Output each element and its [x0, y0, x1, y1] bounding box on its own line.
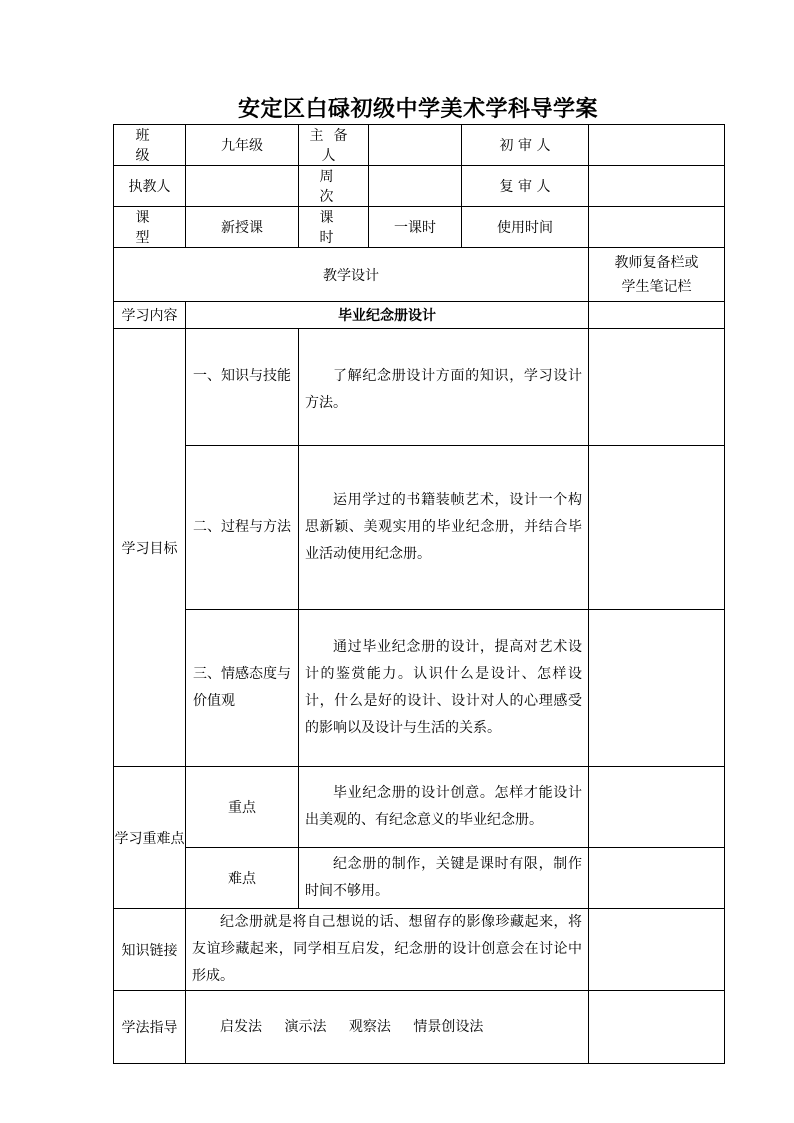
- objective-text: 运用学过的书籍装帧艺术，设计一个构思新颖、美观实用的毕业纪念册，并结合毕业活动使用纪念册。: [299, 446, 589, 610]
- notes-label-line-2: 学生笔记栏: [621, 278, 692, 295]
- method-guidance-label: 学法指导: [114, 991, 186, 1064]
- focus-text: 毕业纪念册的设计创意。怎样才能设计出美观的、有纪念意义的毕业纪念册。: [299, 767, 589, 848]
- notes-cell: [589, 909, 725, 991]
- objective-name: 一、知识与技能: [186, 329, 299, 446]
- first-reviewer-label: 初 审 人: [462, 125, 589, 166]
- period-label: 课 时: [299, 207, 369, 248]
- notes-cell: [589, 446, 725, 610]
- knowledge-link-label: 知识链接: [114, 909, 186, 991]
- week-label: 周 次: [299, 166, 369, 207]
- lesson-plan-table: [113, 124, 725, 1064]
- learning-content-value: 毕业纪念册设计: [186, 302, 589, 329]
- second-reviewer-value: [589, 166, 725, 207]
- focus-label: 重点: [186, 767, 299, 848]
- objective-text: 了解纪念册设计方面的知识，学习设计方法。: [299, 329, 589, 446]
- lesson-type-label: 课 型: [114, 207, 186, 248]
- teacher-value: [186, 166, 299, 207]
- first-reviewer-value: [589, 125, 725, 166]
- notes-column-header: [589, 248, 725, 302]
- learning-content-label: 学习内容: [114, 302, 186, 329]
- notes-cell: [589, 767, 725, 848]
- objective-name: 二、过程与方法: [186, 446, 299, 610]
- notes-cell: [589, 610, 725, 767]
- chief-preparer-value: [369, 125, 462, 166]
- objective-name: 三、情感态度与价值观: [186, 610, 299, 767]
- notes-label-line-1: 教师复备栏或: [614, 254, 699, 271]
- objective-text: 通过毕业纪念册的设计，提高对艺术设计的鉴赏能力。认识什么是设计、怎样设计，什么是好的设计、设计对人的心理感受的影响以及设计与生活的关系。: [299, 610, 589, 767]
- difficulty-label: 难点: [186, 848, 299, 909]
- class-label: 班 级: [114, 125, 186, 166]
- document-title: 安定区白碌初级中学美术学科导学案: [237, 96, 598, 122]
- chief-preparer-label: 主备人: [299, 125, 369, 166]
- teaching-design-label: 教学设计: [114, 248, 589, 302]
- week-value: [369, 166, 462, 207]
- knowledge-link-text: 纪念册就是将自己想说的话、想留存的影像珍藏起来，将友谊珍藏起来，同学相互启发，纪念册的设计创意会在讨论中形成。: [186, 909, 589, 991]
- use-time-value: [589, 207, 725, 248]
- notes-cell: [589, 329, 725, 446]
- second-reviewer-label: 复 审 人: [462, 166, 589, 207]
- key-difficult-points-label: 学习重难点: [114, 767, 186, 909]
- difficulty-text: 纪念册的制作，关键是课时有限，制作时间不够用。: [299, 848, 589, 909]
- method-guidance-text: 启发法 演示法 观察法 情景创设法: [186, 991, 589, 1064]
- notes-cell: [589, 848, 725, 909]
- lesson-type-value: 新授课: [186, 207, 299, 248]
- notes-cell: [589, 991, 725, 1064]
- period-value: 一课时: [369, 207, 462, 248]
- use-time-label: 使用时间: [462, 207, 589, 248]
- teacher-label: 执教人: [114, 166, 186, 207]
- class-value: 九年级: [186, 125, 299, 166]
- learning-objectives-label: 学习目标: [114, 329, 186, 767]
- notes-cell: [589, 302, 725, 329]
